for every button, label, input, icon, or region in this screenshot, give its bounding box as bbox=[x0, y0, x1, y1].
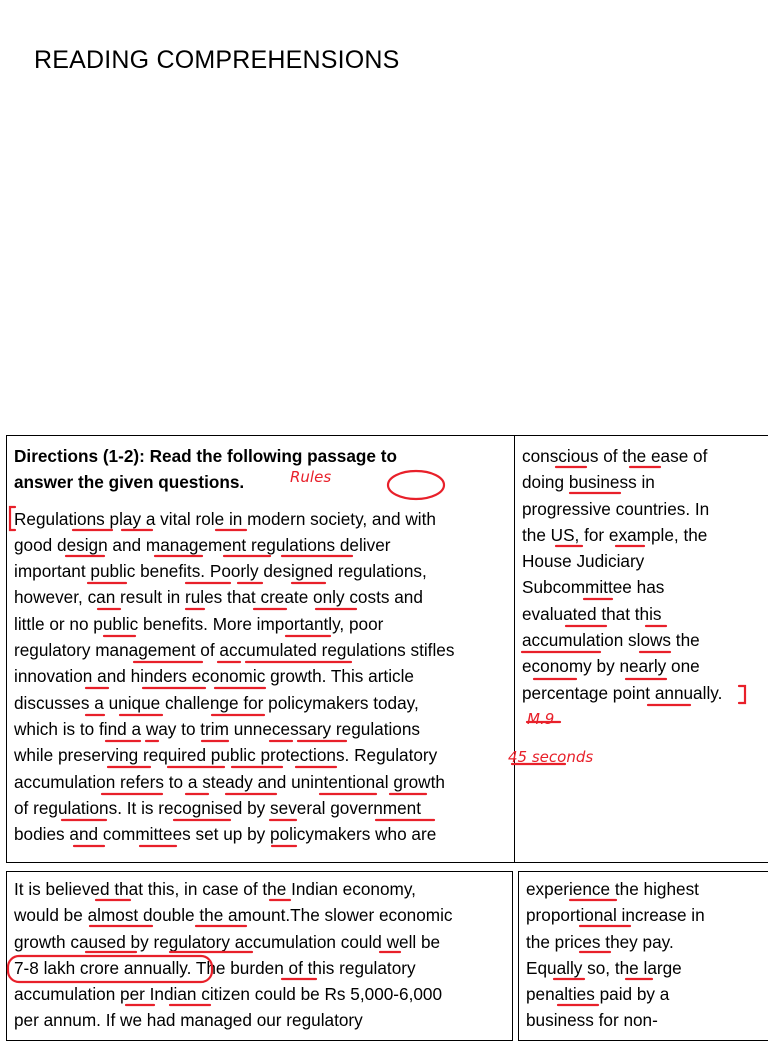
passage-line: business for non- bbox=[526, 1010, 658, 1031]
passage-cell-bottom-main bbox=[6, 871, 513, 1041]
passage-line: economy by nearly one bbox=[522, 656, 700, 677]
passage-cell-side bbox=[514, 435, 768, 863]
passage-line: Subcommittee has bbox=[522, 577, 665, 598]
passage-line: bodies and committees set up by policymakers who are bbox=[14, 824, 437, 845]
passage-cell-main bbox=[6, 435, 515, 863]
directions-line: answer the given questions. bbox=[14, 472, 245, 493]
passage-line: regulatory management of accumulated regulations stifles bbox=[14, 640, 455, 661]
passage-line: innovation and hinders economic growth. This article bbox=[14, 666, 414, 687]
passage-line: doing business in bbox=[522, 472, 655, 493]
passage-line: It is believed that this, in case of the Indian economy, bbox=[14, 879, 416, 899]
passage-line: little or no public benefits. More importantly, poor bbox=[14, 613, 384, 634]
passage-line: the US, for example, the bbox=[522, 524, 708, 545]
passage-line: progressive countries. In bbox=[522, 498, 710, 519]
passage-line: good design and management regulations deliver bbox=[14, 534, 391, 555]
passage-line: growth caused by regulatory accumulation could well be bbox=[14, 931, 441, 952]
handwritten-note-rules: Rules bbox=[290, 468, 332, 486]
passage-line: the prices they pay. bbox=[526, 931, 674, 952]
passage-line: which is to find a way to trim unnecessary regulations bbox=[14, 718, 421, 739]
passage-line: accumulation per Indian citizen could be Rs 5,000-6,000 bbox=[14, 984, 443, 1005]
page-title: READING COMPREHENSIONS bbox=[34, 46, 400, 74]
passage-line: of regulations. It is recognised by several government bbox=[14, 797, 421, 818]
passage-line: accumulation refers to a steady and unintentional growth bbox=[14, 771, 445, 792]
passage-line: evaluated that this bbox=[522, 603, 662, 624]
passage-line: experience the highest bbox=[526, 879, 699, 899]
handwritten-note-45-seconds: 45 seconds bbox=[508, 748, 594, 766]
directions-line: Directions (1-2): Read the following passage to bbox=[14, 446, 397, 466]
passage-line: conscious of the ease of bbox=[522, 446, 708, 466]
passage-line: however, can result in rules that create only costs and bbox=[14, 587, 423, 608]
passage-cell-bottom-side bbox=[518, 871, 768, 1041]
passage-line: Regulations play a vital role in modern society, and with bbox=[14, 508, 436, 529]
passage-line: 7-8 lakh crore annually. The burden of this regulatory bbox=[14, 957, 416, 978]
passage-line: would be almost double the amount.The slower economic bbox=[14, 905, 453, 926]
passage-line: accumulation slows the bbox=[522, 630, 700, 651]
passage-line: Equally so, the large bbox=[526, 957, 682, 978]
passage-line: percentage point annually. bbox=[522, 682, 723, 703]
handwritten-note-m9: M.9 bbox=[527, 710, 555, 728]
passage-line: per annum. If we had managed our regulatory bbox=[14, 1010, 363, 1031]
passage-line: important public benefits. Poorly designed regulations, bbox=[14, 561, 427, 582]
passage-line: penalties paid by a bbox=[526, 984, 670, 1005]
passage-line: House Judiciary bbox=[522, 551, 645, 572]
passage-line: proportional increase in bbox=[526, 905, 705, 926]
passage-line: discusses a unique challenge for policymakers today, bbox=[14, 692, 419, 713]
passage-line: while preserving required public protections. Regulatory bbox=[14, 745, 438, 766]
